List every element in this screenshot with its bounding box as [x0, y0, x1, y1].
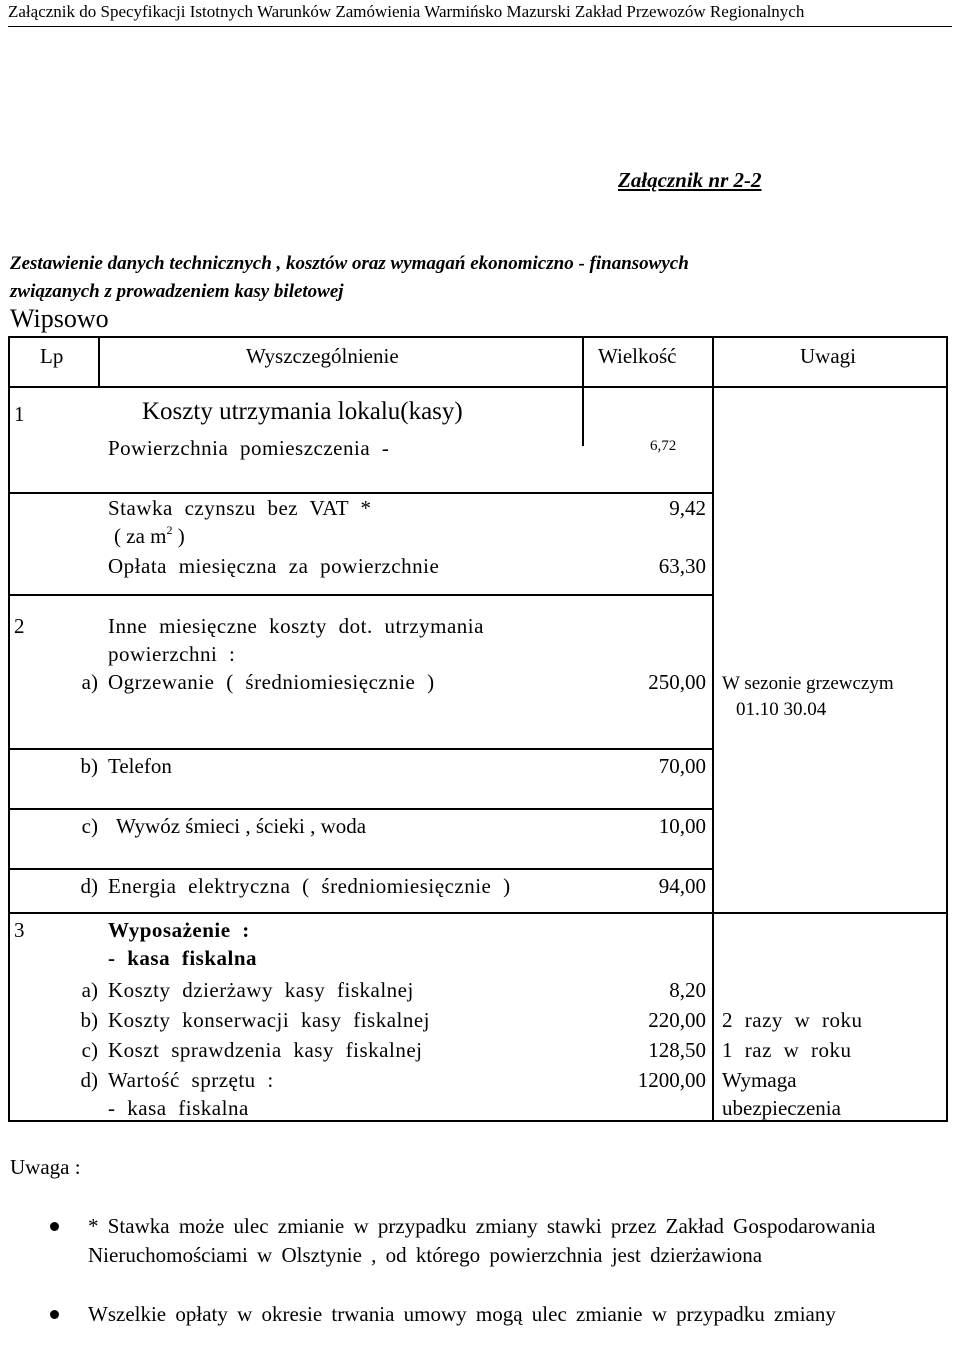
note-item-2: Wszelkie opłaty w okresie trwania umowy mogą ulec zmianie w przypadku zmiany: [88, 1302, 836, 1326]
summary-line-2: związanych z prowadzeniem kasy biletowej: [10, 281, 344, 302]
row-2d-value: 94,00: [658, 874, 706, 898]
row-3a-label: Koszty dzierżawy kasy fiskalnej: [108, 978, 414, 1002]
header-value: Wielkość: [598, 344, 677, 368]
header-divider: [8, 26, 952, 27]
area-value: 6,72: [650, 438, 677, 454]
summary-heading: [10, 250, 689, 306]
bullet-icon: [50, 1310, 59, 1319]
row-3a-value: 8,20: [669, 978, 706, 1002]
row-3c-value: 128,50: [648, 1038, 706, 1062]
row-3d-note-line2: ubezpieczenia: [722, 1096, 841, 1120]
row-2a-value: 250,00: [648, 670, 706, 694]
notes-title: Uwaga :: [10, 1155, 81, 1179]
monthly-fee-label: Opłata miesięczna za powierzchnie: [108, 554, 440, 578]
header-description: Wyszczególnienie: [246, 344, 399, 368]
row-2b-value: 70,00: [658, 754, 706, 778]
row-3d-value: 1200,00: [637, 1068, 706, 1092]
section3-lp: 3: [14, 918, 25, 942]
location-name: Wipsowo: [10, 304, 109, 333]
row-3d-label: Wartość sprzętu :: [108, 1068, 274, 1092]
area-label: Powierzchnia pomieszczenia -: [108, 436, 390, 460]
bullet-icon: [50, 1222, 59, 1231]
section3-title-line2: - kasa fiskalna: [108, 946, 258, 970]
header-row-divider: [10, 386, 946, 388]
row-2c-label: Wywóz śmieci , ścieki , woda: [116, 814, 367, 838]
row-2b-letter: b): [80, 754, 98, 778]
row-divider-5: [10, 868, 712, 870]
row-2d-letter: d): [80, 874, 98, 898]
annex-title: Załącznik nr 2-2: [618, 168, 762, 192]
row-2c-value: 10,00: [658, 814, 706, 838]
row-3b-letter: b): [80, 1008, 98, 1032]
row-divider-4: [10, 808, 712, 810]
row-3c-note: 1 raz w roku: [722, 1038, 852, 1062]
row-2a-label: Ogrzewanie ( średniomiesięcznie ): [108, 670, 435, 694]
rent-label: Stawka czynszu bez VAT *: [108, 496, 372, 520]
row-3b-note: 2 razy w roku: [722, 1008, 863, 1032]
row-divider-3: [10, 748, 712, 750]
section1-lp: 1: [14, 402, 25, 426]
row-3c-label: Koszt sprawdzenia kasy fiskalnej: [108, 1038, 423, 1062]
row-divider-2: [10, 594, 712, 596]
row-3a-letter: a): [81, 978, 98, 1002]
row-3d-label-line2: - kasa fiskalna: [108, 1096, 249, 1120]
row-3b-value: 220,00: [648, 1008, 706, 1032]
row-3c-letter: c): [81, 1038, 98, 1062]
note-item-1: * Stawka może ulec zmianie w przypadku zmiany stawki przez Zakład Gospodarowania Nieruchomościami w Olsztynie , od którego powierzchnia jest dzierżawiona: [88, 1214, 876, 1267]
row-2a-note-line1: W sezonie grzewczym: [722, 673, 894, 694]
row-2b-label: Telefon: [108, 754, 172, 778]
summary-line-1: Zestawienie danych technicznych , kosztów oraz wymagań ekonomiczno - finansowych: [10, 253, 689, 274]
header-notes: Uwagi: [800, 344, 856, 368]
row-3d-letter: d): [80, 1068, 98, 1092]
header-lp: Lp: [40, 344, 64, 368]
col-divider-lp: [98, 338, 100, 386]
row-divider-6: [10, 912, 946, 914]
section2-title-line1: Inne miesięczne koszty dot. utrzymania: [108, 614, 484, 638]
row-2a-note-line2: 01.10 30.04: [736, 699, 827, 720]
rent-unit: ( za $m^2$ ): [114, 523, 185, 548]
row-2c-letter: c): [81, 814, 98, 838]
section2-title-line2: powierzchni :: [108, 642, 236, 666]
row-3b-label: Koszty konserwacji kasy fiskalnej: [108, 1008, 431, 1032]
section1-title: Koszty utrzymania lokalu(kasy): [142, 398, 463, 425]
row-2a-letter: a): [81, 670, 98, 694]
row-2d-label: Energia elektryczna ( średniomiesięcznie ): [108, 874, 511, 898]
rent-value: 9,42: [669, 496, 706, 520]
col-divider-value: [582, 338, 584, 446]
document-header: Załącznik do Specyfikacji Istotnych Warunków Zamówienia Warmińsko Mazurski Zakład Przewozów Regionalnych: [8, 2, 805, 21]
monthly-fee-value: 63,30: [658, 554, 706, 578]
cost-table: [8, 336, 948, 1122]
col-divider-notes: [712, 338, 714, 1122]
row-3d-note: Wymaga: [722, 1068, 797, 1092]
section3-title-line1: Wyposażenie :: [108, 918, 250, 942]
section2-lp: 2: [14, 614, 25, 638]
